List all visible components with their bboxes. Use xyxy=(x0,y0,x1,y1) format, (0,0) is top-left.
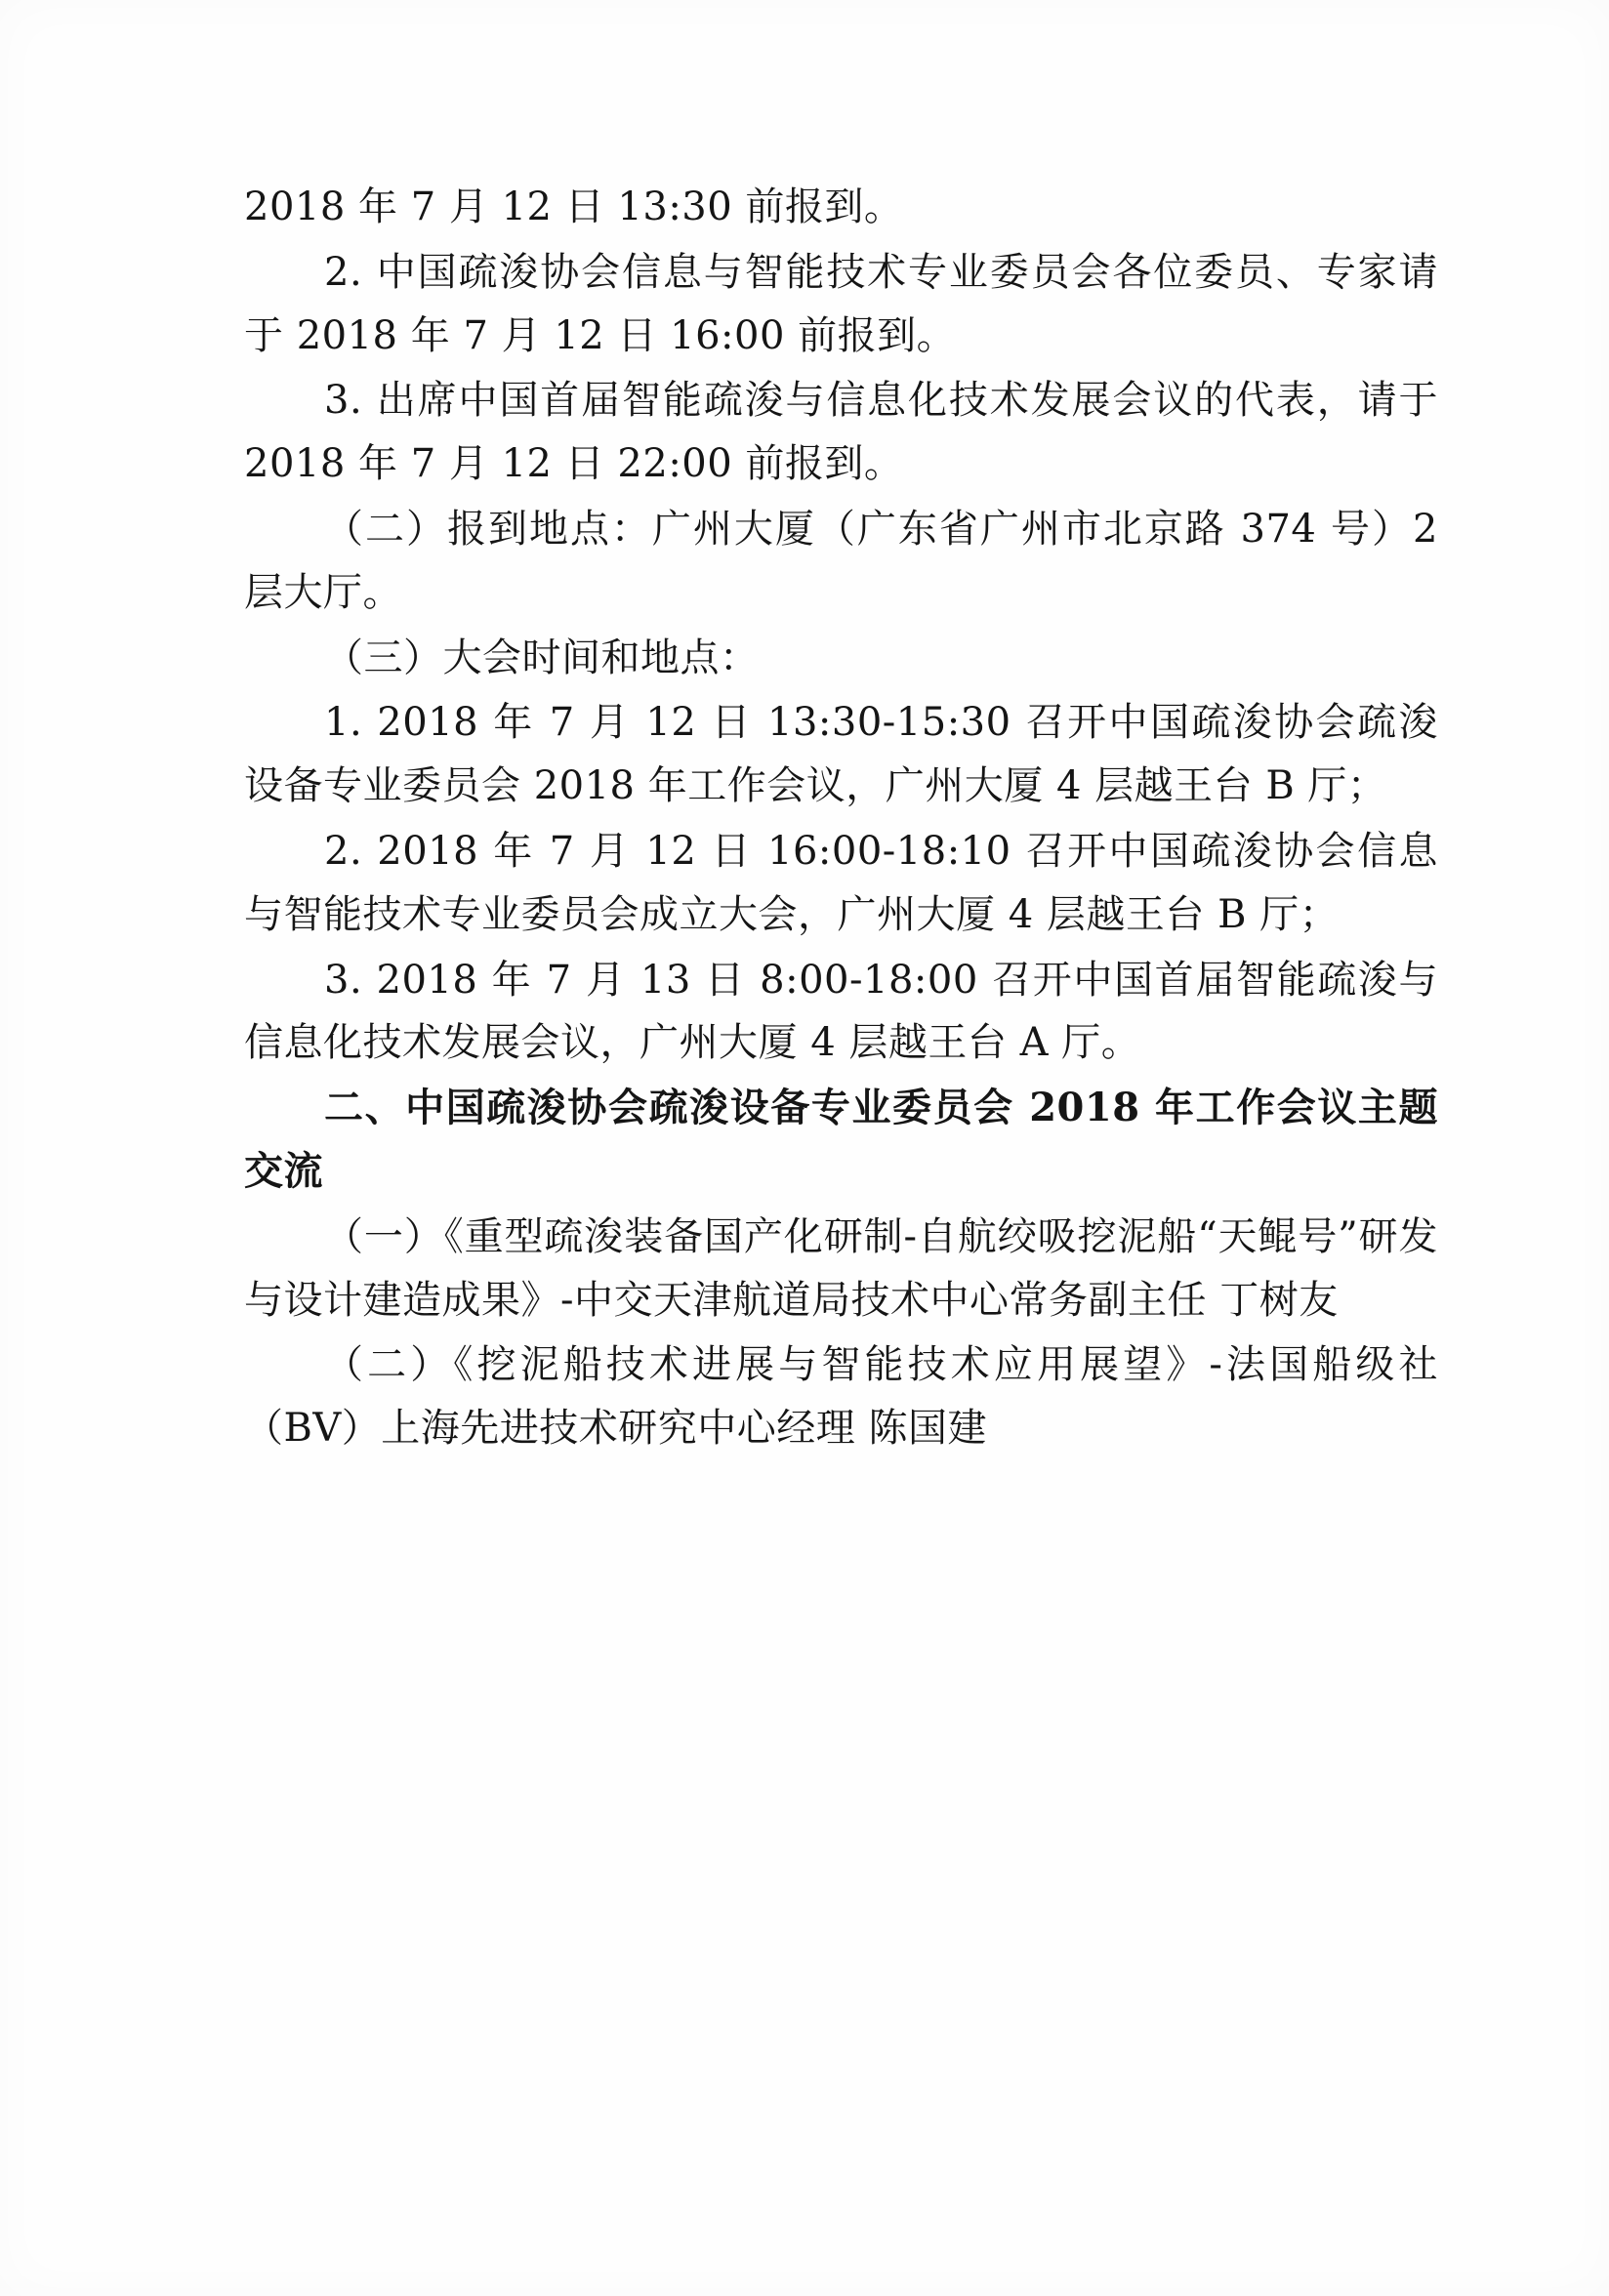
paragraph-topic-one: （一）《重型疏浚装备国产化研制-自航绞吸挖泥船“天鲲号”研发与设计建造成果》-中交天津航道局技术中心常务副主任 丁树友 xyxy=(244,1213,1438,1323)
section-heading-two: 二、中国疏浚协会疏浚设备专业委员会 2018 年工作会议主题交流 xyxy=(244,1085,1438,1194)
paragraph-registration-time-item2: 2. 中国疏浚协会信息与智能技术专业委员会各位委员、专家请于 2018 年 7 月 12 日 16:00 前报到。 xyxy=(244,249,1438,358)
paragraph-registration-time-item3: 3. 出席中国首届智能疏浚与信息化技术发展会议的代表，请于 2018 年 7 月 12 日 22:00 前报到。 xyxy=(244,378,1438,487)
paragraph-registration-location: （二）报到地点：广州大厦（广东省广州市北京路 374 号）2 层大厅。 xyxy=(244,506,1438,615)
document-body xyxy=(244,176,1438,1460)
paragraph-meeting-session-1: 1. 2018 年 7 月 12 日 13:30-15:30 召开中国疏浚协会疏浚设备专业委员会 2018 年工作会议，广州大厦 4 层越王台 B 厅； xyxy=(244,700,1438,809)
paragraph-registration-time-item1: 2018 年 7 月 12 日 13:30 前报到。 xyxy=(244,184,904,229)
paragraph-topic-two: （二）《挖泥船技术进展与智能技术应用展望》-法国船级社（BV）上海先进技术研究中心经理 陈国建 xyxy=(244,1342,1438,1452)
paragraph-meeting-session-3: 3. 2018 年 7 月 13 日 8:00-18:00 召开中国首届智能疏浚与信息化技术发展会议，广州大厦 4 层越王台 A 厅。 xyxy=(244,957,1438,1066)
paragraph-meeting-session-2: 2. 2018 年 7 月 12 日 16:00-18:10 召开中国疏浚协会信息与智能技术专业委员会成立大会，广州大厦 4 层越王台 B 厅； xyxy=(244,828,1438,937)
paragraph-meeting-time-heading: （三）大会时间和地点： xyxy=(324,635,760,680)
